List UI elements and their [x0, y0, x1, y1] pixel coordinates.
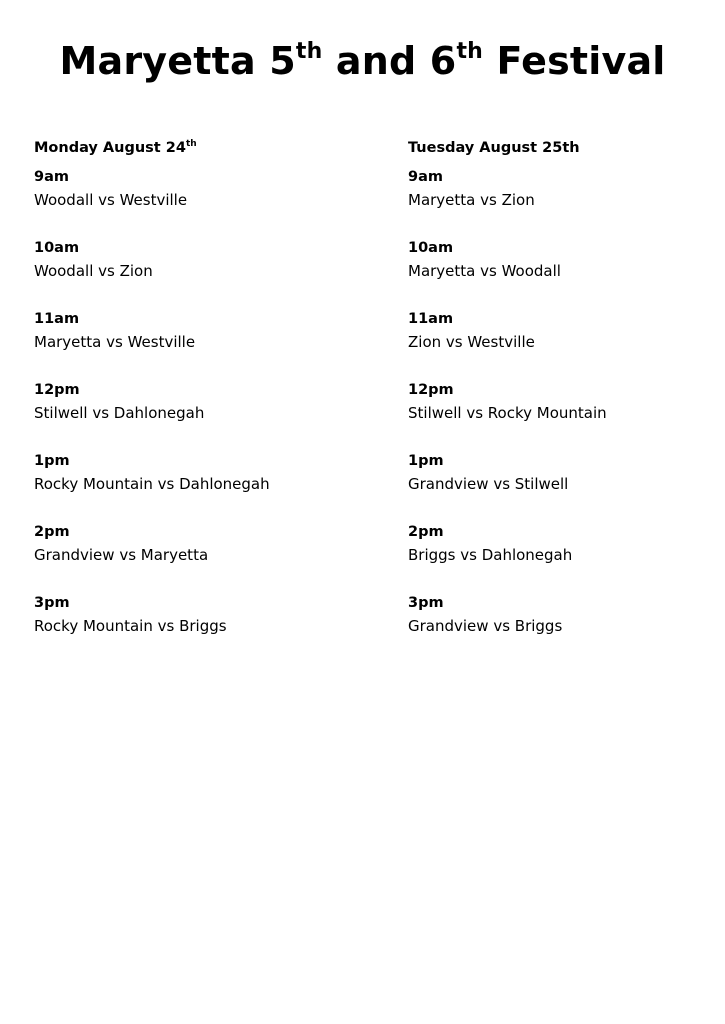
schedule-slot — [408, 239, 607, 310]
day-heading-superscript: th — [185, 139, 197, 149]
slot-time: 3pm — [34, 595, 70, 611]
title-text-middle: and 6 — [322, 39, 457, 83]
slot-matchup: Stilwell vs Rocky Mountain — [408, 404, 607, 422]
day-heading-text: Tuesday August 25th — [408, 140, 580, 156]
title-superscript-first: th — [295, 39, 323, 64]
slot-matchup: Maryetta vs Westville — [34, 333, 196, 351]
slot-time: 10am — [408, 240, 454, 256]
schedule-slot — [34, 594, 270, 665]
schedule-slot — [34, 239, 270, 310]
day-heading-tuesday — [408, 138, 607, 158]
slot-time: 2pm — [34, 524, 70, 540]
day-heading-text: Monday August 24 — [34, 140, 186, 156]
slot-time: 12pm — [34, 382, 80, 398]
slot-time: 2pm — [408, 524, 444, 540]
day-heading-monday — [34, 138, 270, 158]
schedule-slot — [34, 523, 270, 594]
schedule-slot — [34, 310, 270, 381]
slot-time: 10am — [34, 240, 80, 256]
slot-matchup: Briggs vs Dahlonegah — [408, 546, 573, 564]
slot-time: 1pm — [408, 453, 444, 469]
slot-matchup: Maryetta vs Woodall — [408, 262, 561, 280]
slot-time: 11am — [34, 311, 80, 327]
schedule-slot — [34, 452, 270, 523]
schedule-column-monday — [34, 138, 270, 665]
schedule-column-tuesday — [408, 138, 607, 665]
schedule-slot — [408, 452, 607, 523]
schedule-slot — [34, 168, 270, 239]
slot-matchup: Maryetta vs Zion — [408, 191, 535, 209]
slot-time: 1pm — [34, 453, 70, 469]
schedule-slot — [408, 381, 607, 452]
slot-matchup: Woodall vs Zion — [34, 262, 153, 280]
slot-time: 11am — [408, 311, 454, 327]
title-superscript-second: th — [456, 39, 484, 64]
slot-time: 9am — [34, 169, 69, 185]
slot-matchup: Rocky Mountain vs Dahlonegah — [34, 475, 270, 493]
slot-time: 3pm — [408, 595, 444, 611]
slot-time: 12pm — [408, 382, 454, 398]
schedule-slot — [408, 523, 607, 594]
schedule-slot — [408, 594, 607, 665]
slot-matchup: Zion vs Westville — [408, 333, 535, 351]
slot-matchup: Rocky Mountain vs Briggs — [34, 617, 227, 635]
slot-matchup: Grandview vs Maryetta — [34, 546, 209, 564]
slot-matchup: Woodall vs Westville — [34, 191, 188, 209]
page-title — [0, 36, 725, 86]
schedule-slot — [408, 310, 607, 381]
slot-matchup: Grandview vs Stilwell — [408, 475, 569, 493]
schedule-slot — [408, 168, 607, 239]
title-text-end: Festival — [483, 39, 666, 83]
schedule-slot — [34, 381, 270, 452]
slot-matchup: Stilwell vs Dahlonegah — [34, 404, 205, 422]
title-text-start: Maryetta 5 — [59, 39, 296, 83]
slot-matchup: Grandview vs Briggs — [408, 617, 563, 635]
slot-time: 9am — [408, 169, 443, 185]
